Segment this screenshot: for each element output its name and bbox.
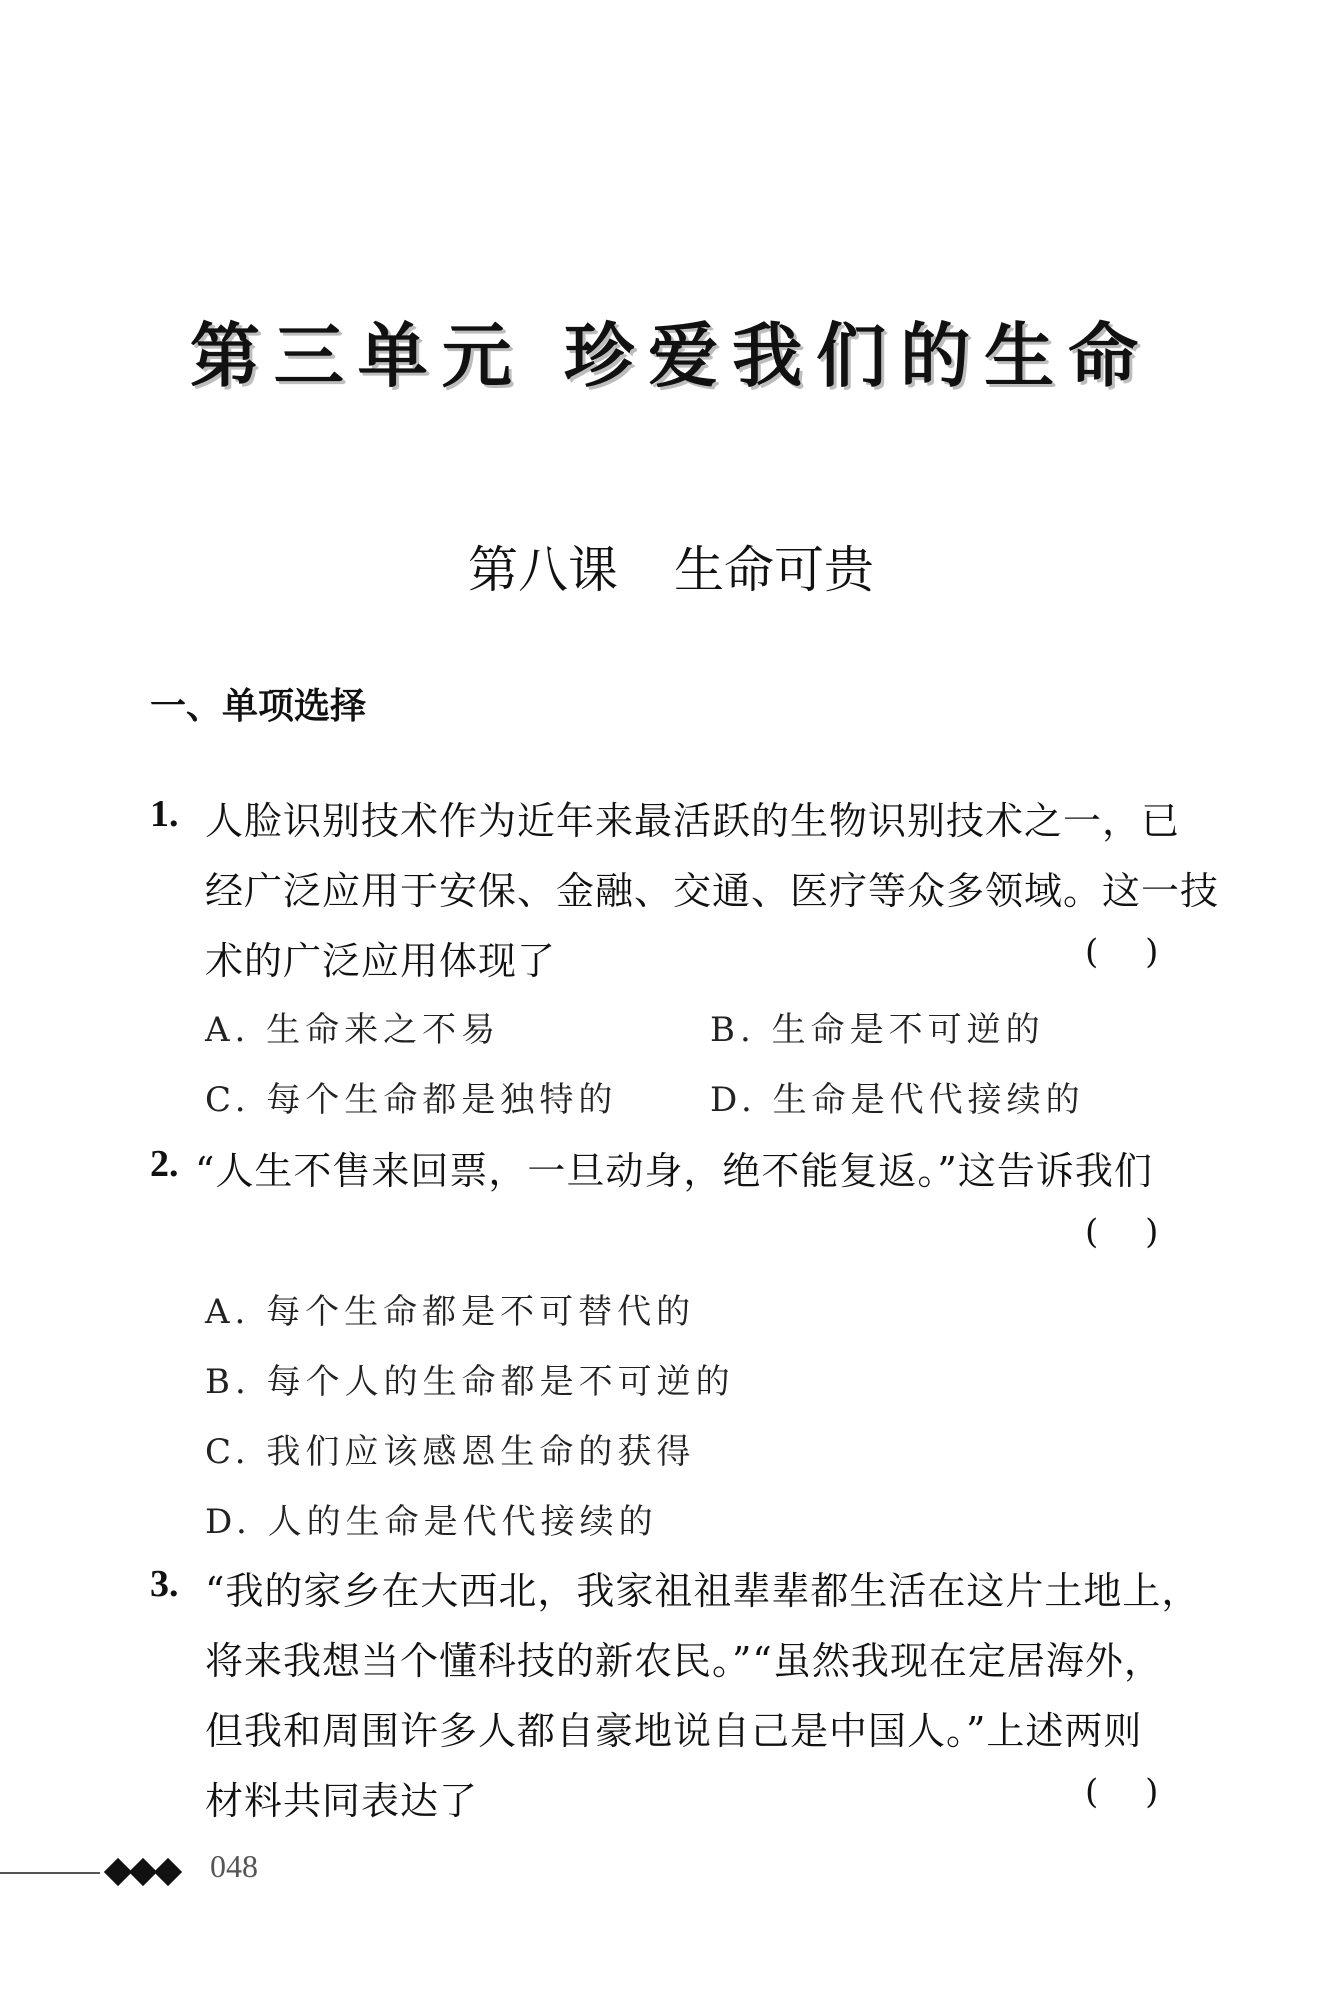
question-3-line: 将来我想当个懂科技的新农民。”“虽然我现在定居海外， bbox=[205, 1639, 1163, 1683]
question-2-line: “人生不售来回票，一旦动身，绝不能复返。”这告诉我们 bbox=[195, 1149, 1153, 1193]
question-3-answer-paren: ( ) bbox=[1085, 1772, 1159, 1812]
question-3-line: “我的家乡在大西北，我家祖祖辈辈都生活在这片土地上， bbox=[205, 1569, 1201, 1613]
question-2-option-a: A. 每个生命都是不可替代的 bbox=[205, 1292, 696, 1332]
question-3-number: 3. bbox=[150, 1563, 179, 1605]
question-2-option-b: B. 每个人的生命都是不可逆的 bbox=[205, 1362, 735, 1402]
question-2-number: 2. bbox=[150, 1143, 179, 1185]
footer-rule bbox=[0, 1872, 100, 1874]
section-heading: 一、单项选择 bbox=[150, 686, 367, 727]
question-3-line: 材料共同表达了 bbox=[205, 1779, 479, 1823]
question-2-answer-paren: ( ) bbox=[1085, 1212, 1159, 1252]
lesson-title: 第八课 生命可贵 bbox=[468, 541, 874, 599]
question-2-option-c: C. 我们应该感恩生命的获得 bbox=[205, 1432, 696, 1472]
question-1-number: 1. bbox=[150, 793, 179, 835]
diamond-icon bbox=[154, 1858, 182, 1886]
question-3-line: 但我和周围许多人都自豪地说自己是中国人。”上述两则 bbox=[205, 1709, 1143, 1753]
question-1-line: 术的广泛应用体现了 bbox=[205, 939, 557, 983]
question-2-option-d: D. 人的生命是代代接续的 bbox=[205, 1502, 658, 1542]
unit-title: 第三单元 珍爱我们的生命 bbox=[189, 314, 1153, 397]
question-1-answer-paren: ( ) bbox=[1085, 932, 1159, 972]
question-1-line: 人脸识别技术作为近年来最活跃的生物识别技术之一，已 bbox=[205, 799, 1181, 843]
question-1-option-c: C. 每个生命都是独特的 bbox=[205, 1080, 618, 1120]
question-1-option-a: A. 生命来之不易 bbox=[205, 1010, 501, 1050]
question-1-option-b: B. 生命是不可逆的 bbox=[710, 1010, 1045, 1050]
question-1-option-d: D. 生命是代代接续的 bbox=[710, 1080, 1085, 1120]
page-number: 048 bbox=[210, 1848, 258, 1884]
question-1-line: 经广泛应用于安保、金融、交通、医疗等众多领域。这一技 bbox=[205, 869, 1220, 913]
